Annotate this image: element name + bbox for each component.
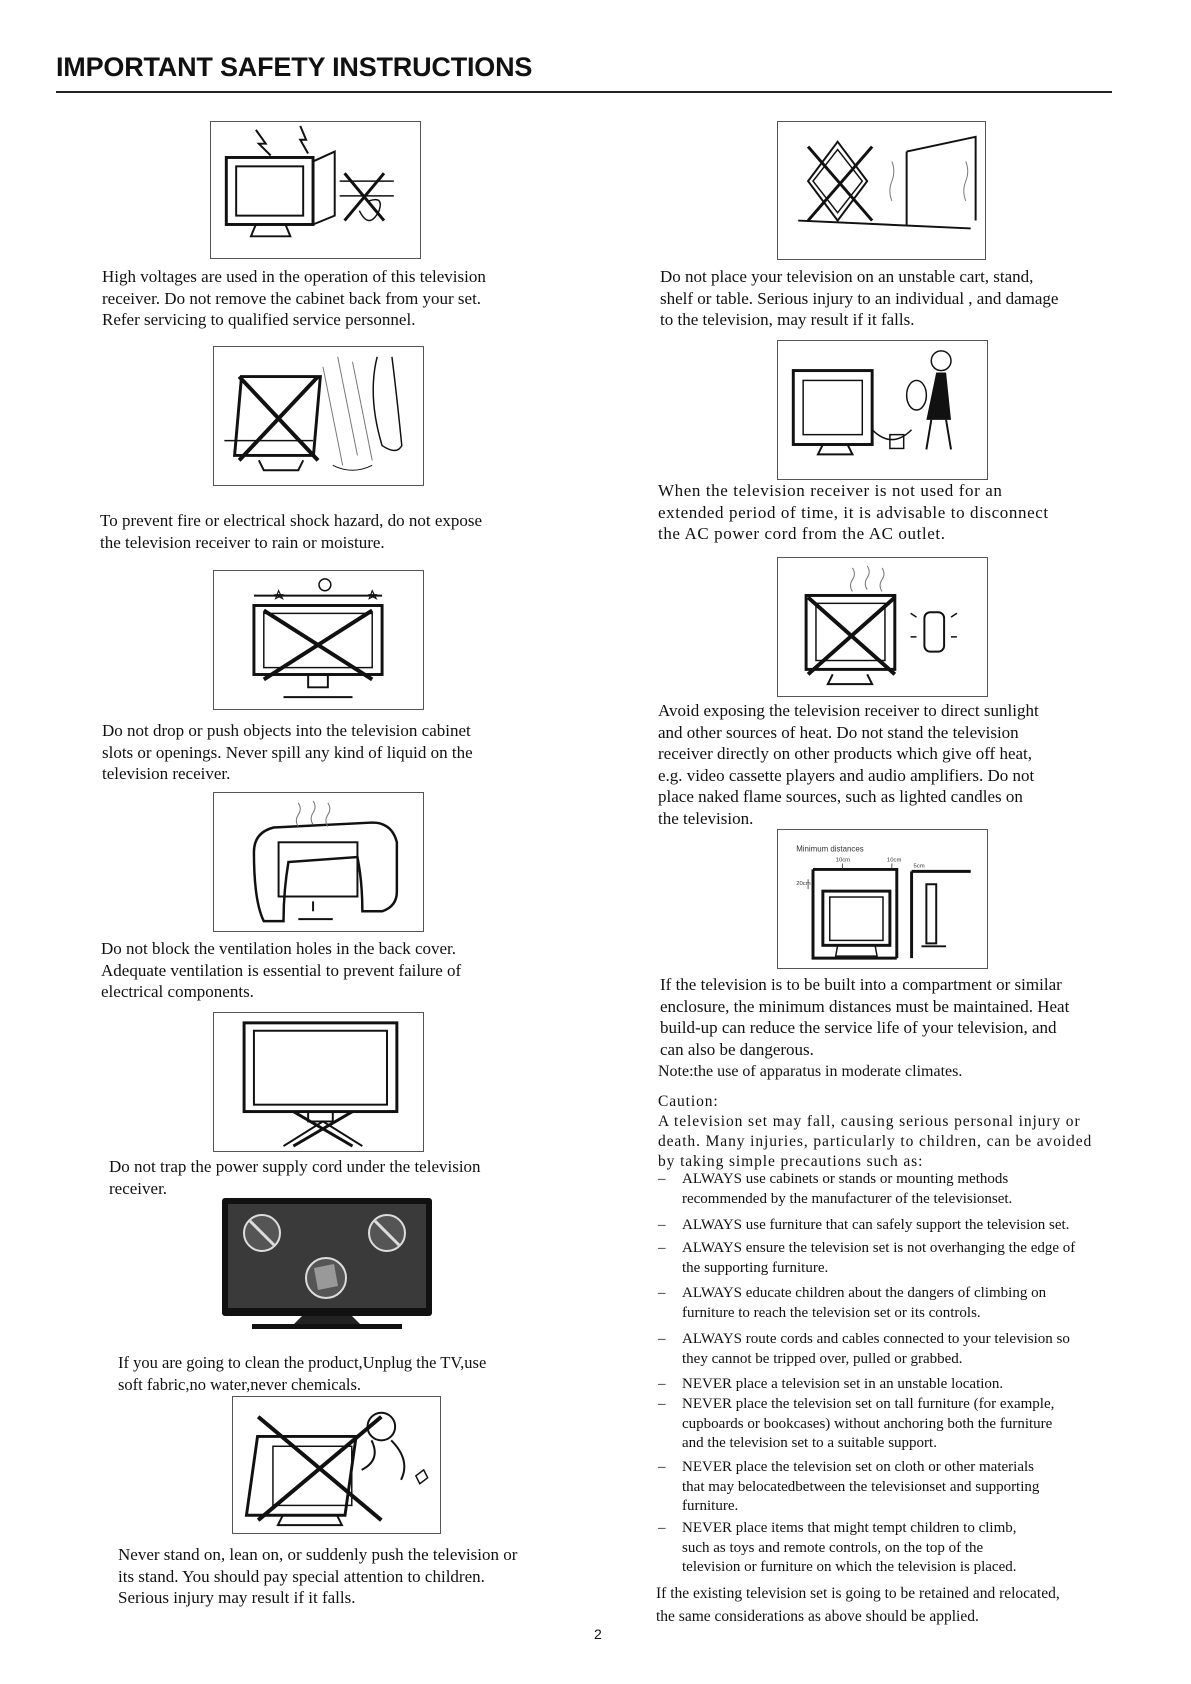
illustration-objects <box>213 570 424 710</box>
note-climates: Note:the use of apparatus in moderate climates. <box>658 1063 963 1080</box>
bullet-text: NEVER place items that might tempt children to climb, such as toys and remote controls, on the top of the television or furniture on which the television is placed. <box>682 1520 1017 1575</box>
bullet-text: NEVER place the television set on tall furniture (for example, cupboards or bookcases) without anchoring both the furniture and the television set to a suitable support. <box>682 1396 1055 1451</box>
illustration-unstable-cart <box>777 121 986 260</box>
bullet-text: ALWAYS educate children about the dangers of climbing on furniture to reach the television set or its controls. <box>682 1285 1047 1321</box>
text-heat: Avoid exposing the television receiver to direct sunlight and other sources of heat. Do not stand the television receiver directly on other products which give off heat, e.g. video cassette players and audio amplifiers. Do not place naked flame sources, such as lighted candles on the television. <box>658 701 1039 828</box>
bullet-dash: – <box>658 1459 666 1475</box>
text-cleaning: If you are going to clean the product,Unplug the TV,use soft fabric,no water,never chemicals. <box>118 1353 487 1394</box>
illustration-ventilation <box>213 792 424 932</box>
bullet-text: NEVER place a television set in an unstable location. <box>682 1376 1004 1392</box>
bullet-text: NEVER place the television set on cloth or other materials that may belocatedbetween the televisionset and supporting furniture. <box>682 1459 1040 1514</box>
bullet-dash: – <box>658 1376 666 1392</box>
page-number: 2 <box>594 1626 602 1642</box>
min-dist-top-right: 10cm <box>886 857 902 864</box>
illustration-children <box>232 1396 441 1534</box>
min-dist-side: 5cm <box>913 863 925 870</box>
bullet-dash: – <box>658 1171 666 1187</box>
illustration-cord <box>213 1012 424 1152</box>
min-dist-top: 10cm <box>835 857 851 864</box>
illustration-unplug <box>777 340 988 480</box>
text-ventilation: Do not block the ventilation holes in the back cover. Adequate ventilation is essential to prevent failure of electrical components. <box>101 939 462 1001</box>
illustration-heat <box>777 557 988 697</box>
text-never-stand: Never stand on, lean on, or suddenly push the television or its stand. You should pay special attention to children. Serious injury may result if it falls. <box>118 1545 518 1607</box>
illustration-min-distances <box>777 829 988 969</box>
bullet-dash: – <box>658 1331 666 1347</box>
text-unstable-cart: Do not place your television on an unstable cart, stand, shelf or table. Serious injury to an individual , and damage to the television, may result if it falls. <box>660 267 1059 329</box>
closing-text: If the existing television set is going to be retained and relocated, the same considerations as above should be applied. <box>656 1585 1060 1625</box>
bullet-text: ALWAYS route cords and cables connected to your television so they cannot be tripped over, pulled or grabbed. <box>682 1331 1070 1367</box>
bullet-dash: – <box>658 1396 666 1412</box>
illustration-clean <box>222 1198 432 1331</box>
text-objects-liquid: Do not drop or push objects into the television cabinet slots or openings. Never spill any kind of liquid on the television receiver. <box>102 721 473 783</box>
illustration-rain <box>213 346 424 486</box>
bullet-text: ALWAYS use cabinets or stands or mounting methods recommended by the manufacturer of the televisionset. <box>682 1171 1013 1207</box>
min-dist-left: 20cm <box>796 881 811 888</box>
text-unplug: When the television receiver is not used for an extended period of time, it is advisable to disconnect the AC power cord from the AC outlet. <box>658 481 1049 543</box>
bullet-text: ALWAYS use furniture that can safely support the television set. <box>682 1217 1070 1233</box>
text-rain-moisture: To prevent fire or electrical shock hazard, do not expose the television receiver to rain or moisture. <box>100 511 483 552</box>
bullet-dash: – <box>658 1285 666 1301</box>
page-title: IMPORTANT SAFETY INSTRUCTIONS <box>56 52 533 82</box>
bullet-dash: – <box>658 1240 666 1256</box>
title-rule <box>56 91 1112 93</box>
illustration-high-voltage <box>210 121 421 259</box>
min-dist-label: Minimum distances <box>796 844 864 854</box>
bullet-text: ALWAYS ensure the television set is not overhanging the edge of the supporting furniture. <box>682 1240 1076 1276</box>
caution-intro: Caution: A television set may fall, causing serious personal injury or death. Many injuries, particularly to children, can be avoided by taking simple precautions such as: <box>658 1093 1093 1170</box>
text-power-cord: Do not trap the power supply cord under the television receiver. <box>109 1157 481 1198</box>
text-compartment: If the television is to be built into a compartment or similar enclosure, the minimum distances must be maintained. Heat build-up can reduce the service life of your television, and can also be dangerous. <box>660 975 1070 1059</box>
bullet-dash: – <box>658 1520 666 1536</box>
text-high-voltage: High voltages are used in the operation of this television receiver. Do not remove the cabinet back from your set. Refer servicing to qualified service personnel. <box>102 267 486 329</box>
bullet-dash: – <box>658 1217 666 1233</box>
